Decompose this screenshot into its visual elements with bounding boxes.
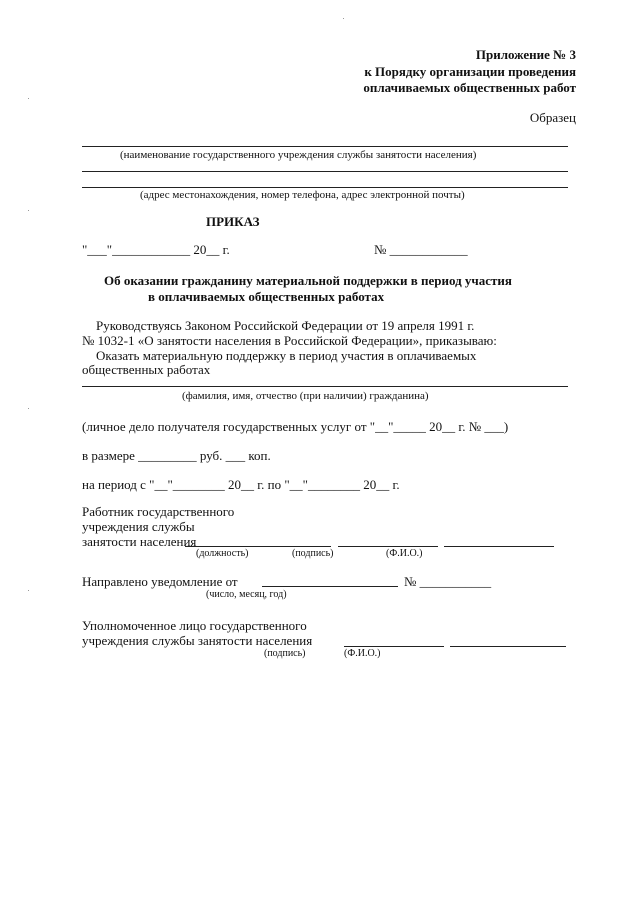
position-caption: (должность) xyxy=(196,548,249,559)
employee-line-3: занятости населения xyxy=(82,534,197,549)
citizen-fio-caption: (фамилия, имя, отчество (при наличии) гражданина) xyxy=(182,390,429,402)
period-line: на период с "__"________ 20__ г. по "__"________ 20__ г. xyxy=(82,477,400,492)
order-number-line: № ____________ xyxy=(374,242,468,257)
body-line-2: № 1032-1 «О занятости населения в Российской Федерации», приказываю: xyxy=(82,333,497,348)
address-line-1 xyxy=(82,171,568,172)
scan-speck xyxy=(28,98,29,99)
appendix-line-1: Приложение № 3 xyxy=(475,47,576,62)
order-title: ПРИКАЗ xyxy=(206,214,260,229)
subject-line-2: в оплачиваемых общественных работах xyxy=(148,289,385,304)
sample-label: Образец xyxy=(529,110,576,125)
signature-line xyxy=(338,546,438,547)
address-caption: (адрес местонахождения, номер телефона, адрес электронной почты) xyxy=(140,189,465,201)
personal-file-line: (личное дело получателя государственных услуг от "__"_____ 20__ г. № ___) xyxy=(82,419,509,434)
amount-line: в размере _________ руб. ___ коп. xyxy=(82,448,271,463)
address-line-2 xyxy=(82,187,568,188)
scan-speck xyxy=(343,18,344,19)
order-date-line: "___"____________ 20__ г. xyxy=(82,242,230,257)
notification-date-line xyxy=(262,586,398,587)
appendix-line-3: оплачиваемых общественных работ xyxy=(363,80,576,95)
scan-speck xyxy=(28,210,29,211)
body-line-1: Руководствуясь Законом Российской Федерации от 19 апреля 1991 г. xyxy=(96,318,475,333)
scan-speck xyxy=(28,408,29,409)
authorized-fio-caption: (Ф.И.О.) xyxy=(344,648,381,659)
authorized-signature-line xyxy=(344,646,444,647)
subject-line-1: Об оказании гражданину материальной поддержки в период участия xyxy=(104,273,512,288)
institution-name-line xyxy=(82,146,568,147)
position-line xyxy=(185,546,331,547)
scan-speck xyxy=(28,590,29,591)
authorized-line-1: Уполномоченное лицо государственного xyxy=(82,618,307,633)
notification-date-caption: (число, месяц, год) xyxy=(206,589,287,600)
notification-number: № ___________ xyxy=(404,574,492,589)
body-line-3: Оказать материальную поддержку в период участия в оплачиваемых xyxy=(96,348,477,363)
authorized-signature-caption: (подпись) xyxy=(264,648,306,659)
appendix-line-2: к Порядку организации проведения xyxy=(364,64,576,79)
fio-line xyxy=(444,546,554,547)
employee-line-1: Работник государственного xyxy=(82,504,235,519)
body-line-4: общественных работах xyxy=(82,362,211,377)
citizen-fio-line xyxy=(82,386,568,387)
notification-label: Направлено уведомление от xyxy=(82,574,238,589)
employee-line-2: учреждения службы xyxy=(82,519,195,534)
institution-name-caption: (наименование государственного учреждения службы занятости населения) xyxy=(120,149,477,161)
authorized-line-2: учреждения службы занятости населения xyxy=(82,633,313,648)
signature-caption: (подпись) xyxy=(292,548,334,559)
fio-caption: (Ф.И.О.) xyxy=(386,548,423,559)
authorized-fio-line xyxy=(450,646,566,647)
